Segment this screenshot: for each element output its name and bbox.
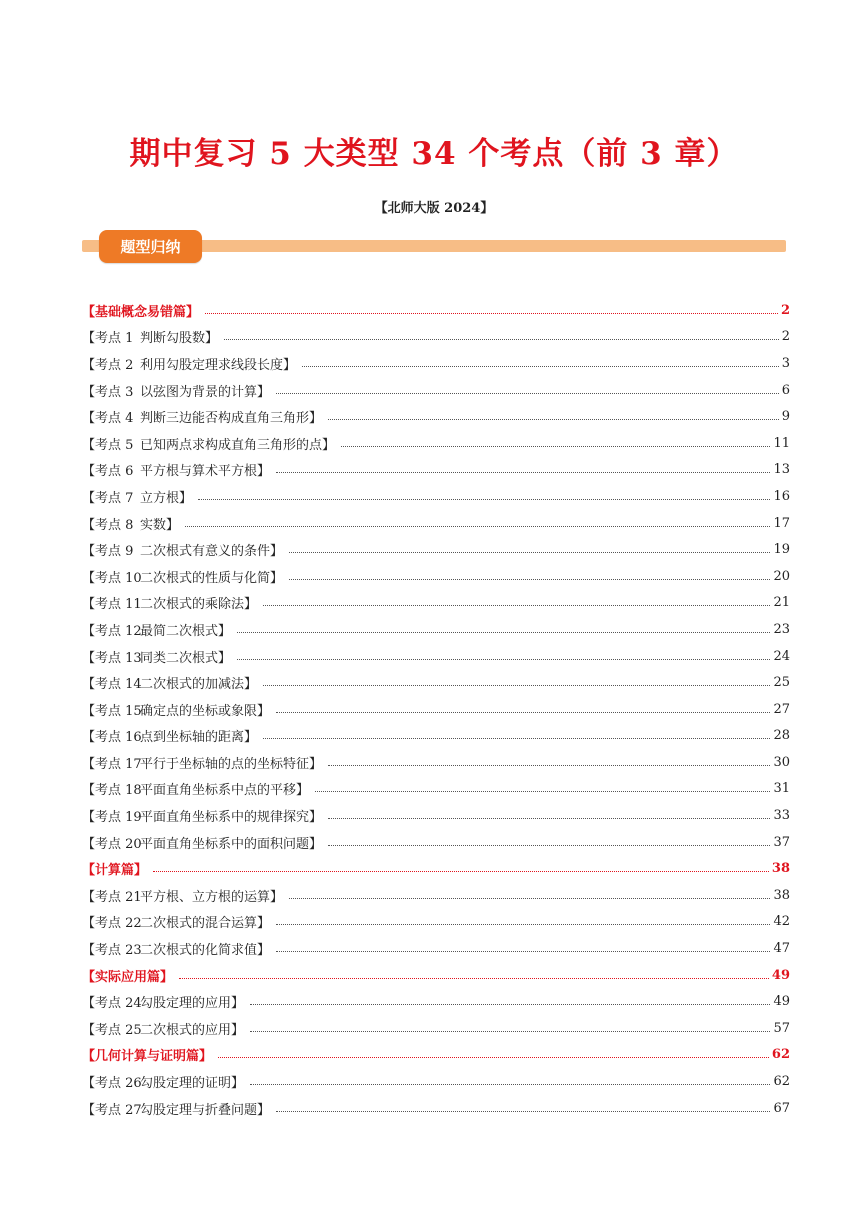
toc-entry-label [82, 1099, 270, 1118]
toc-group-heading[interactable] [82, 1042, 790, 1069]
toc-entry-number: 【考点 27 [82, 1102, 142, 1118]
toc-entry-label [82, 966, 173, 985]
toc-page-number: 62 [773, 1074, 790, 1090]
toc-page-number: 11 [773, 435, 790, 451]
dot-leader [289, 552, 770, 553]
toc-entry[interactable] [82, 776, 790, 803]
dot-leader [218, 1057, 769, 1058]
toc-page-number: 24 [773, 648, 790, 664]
toc-entry-label [82, 886, 283, 905]
toc-page-number: 31 [773, 781, 790, 797]
toc-page-number: 19 [773, 542, 790, 558]
toc-entry-number: 【考点 26 [82, 1076, 142, 1092]
dot-leader [328, 419, 779, 420]
toc-entry-number: 【考点 17 [82, 756, 142, 772]
dot-leader [289, 579, 770, 580]
toc-entry-text: 二次根式的应用】 [140, 1022, 245, 1038]
toc-entry-number: 【考点 18 [82, 783, 142, 799]
toc-entry-number: 【考点 23 [82, 943, 142, 959]
toc-entry[interactable] [82, 1095, 790, 1122]
toc-entry-number: 【考点 12 [82, 623, 142, 639]
dot-leader [276, 712, 770, 713]
toc-entry[interactable] [82, 802, 790, 829]
toc-entry-label [82, 540, 283, 559]
toc-entry[interactable] [82, 829, 790, 856]
toc-page-number: 49 [771, 967, 790, 983]
toc-entry-text: 平方根与算术平方根】 [140, 464, 271, 480]
toc-page-number: 27 [773, 701, 790, 717]
toc-entry[interactable] [82, 430, 790, 457]
toc-page-number: 37 [773, 834, 790, 850]
toc-entry-number: 【考点 11 [82, 597, 142, 613]
toc-entry[interactable] [82, 324, 790, 351]
dot-leader [276, 924, 770, 925]
toc-page-number: 47 [773, 941, 790, 957]
document-title: 期中复习 5 大类型 34 个考点（前 3 章） [129, 136, 739, 172]
toc-entry-text: 平行于坐标轴的点的坐标特征】 [140, 756, 323, 772]
toc-entry-label [82, 726, 257, 745]
toc-entry-text: 平面直角坐标系中的规律探究】 [140, 810, 323, 826]
toc-entry-label [82, 1072, 244, 1091]
dot-leader [341, 446, 770, 447]
toc-entry-label [82, 779, 309, 798]
toc-entry[interactable] [82, 483, 790, 510]
toc-group-heading[interactable] [82, 855, 790, 882]
toc-entry[interactable] [82, 1015, 790, 1042]
toc-entry-label [82, 859, 147, 878]
toc-entry-text: 勾股定理的应用】 [140, 996, 245, 1012]
toc-page-number: 13 [773, 462, 790, 478]
toc-entry-label [82, 327, 218, 346]
toc-entry-label [82, 593, 257, 612]
toc-entry[interactable] [82, 590, 790, 617]
toc-entry-number: 【考点 4 [82, 411, 134, 427]
section-label: 题型归纳 [99, 230, 202, 263]
toc-entry-number: 【考点 6 [82, 464, 134, 480]
toc-entry-label [82, 992, 244, 1011]
dot-leader [276, 1111, 770, 1112]
toc-entry-label [82, 700, 270, 719]
dot-leader [263, 738, 770, 739]
toc-entry-number: 【考点 5 [82, 437, 134, 453]
toc-entry-label [82, 487, 192, 506]
toc-entry-number: 【考点 25 [82, 1022, 142, 1038]
toc-entry-label [82, 647, 231, 666]
toc-entry-number: 【考点 2 [82, 357, 134, 373]
toc-entry-text: 二次根式的化简求值】 [140, 943, 271, 959]
toc-entry-number: 【考点 22 [82, 916, 142, 932]
toc-group-heading[interactable] [82, 297, 790, 324]
toc-entry-number: 【考点 14 [82, 677, 142, 693]
toc-entry-text: 已知两点求构成直角三角形的点】 [140, 437, 336, 453]
toc-entry-number: 【考点 24 [82, 996, 142, 1012]
toc-entry-number: 【考点 3 [82, 384, 134, 400]
toc-entry-number: 【考点 7 [82, 490, 134, 506]
toc-entry-label [82, 567, 283, 586]
toc-entry-label [82, 1045, 212, 1064]
dot-leader [205, 313, 778, 314]
toc-entry-text: 点到坐标轴的距离】 [140, 730, 258, 746]
dot-leader [276, 472, 770, 473]
toc-page-number: 38 [773, 887, 790, 903]
toc-entry-label [82, 460, 270, 479]
toc-entry-number: 【考点 20 [82, 836, 142, 852]
toc-entry[interactable] [82, 882, 790, 909]
dot-leader [328, 765, 770, 766]
toc-entry[interactable] [82, 669, 790, 696]
toc-entry-number: 【考点 21 [82, 889, 142, 905]
toc-entry-text: 勾股定理的证明】 [140, 1076, 245, 1092]
toc-entry[interactable] [82, 1068, 790, 1095]
toc-entry-number: 【考点 10 [82, 570, 142, 586]
toc-entry-text: 平面直角坐标系中点的平移】 [140, 783, 310, 799]
dot-leader [302, 366, 779, 367]
dot-leader [289, 898, 770, 899]
dot-leader [328, 818, 770, 819]
toc-entry-label [82, 833, 322, 852]
dot-leader [315, 791, 770, 792]
toc-entry[interactable] [82, 643, 790, 670]
toc-entry-text: 判断三边能否构成直角三角形】 [140, 411, 323, 427]
toc-page-number: 57 [773, 1020, 790, 1036]
toc-entry-label [82, 912, 270, 931]
dot-leader [153, 871, 769, 872]
toc-page-number: 20 [773, 568, 790, 584]
toc-entry-label [82, 620, 231, 639]
toc-entry-number: 【考点 1 [82, 331, 134, 347]
toc-page-number: 23 [773, 621, 790, 637]
toc-entry-label [82, 806, 322, 825]
toc-page-number: 62 [771, 1047, 790, 1063]
toc-entry-label [82, 381, 270, 400]
toc-page-number: 2 [781, 329, 790, 345]
toc-entry-text: 二次根式有意义的条件】 [140, 544, 284, 560]
toc-entry-label [82, 354, 296, 373]
dot-leader [250, 1031, 770, 1032]
toc-entry[interactable] [82, 723, 790, 750]
toc-entry-text: 实数】 [140, 517, 180, 533]
toc-entry-text: 【计算篇】 [82, 863, 148, 879]
toc-entry[interactable] [82, 563, 790, 590]
toc-page-number: 49 [773, 994, 790, 1010]
toc-entry-number: 【考点 15 [82, 703, 142, 719]
toc-page-number: 25 [773, 675, 790, 691]
toc-entry[interactable] [82, 350, 790, 377]
toc-page-number: 16 [773, 488, 790, 504]
dot-leader [250, 1004, 770, 1005]
toc-entry-number: 【考点 9 [82, 544, 134, 560]
dot-leader [250, 1084, 770, 1085]
toc-entry[interactable] [82, 510, 790, 537]
toc-group-heading[interactable] [82, 962, 790, 989]
toc-entry-text: 【基础概念易错篇】 [82, 304, 200, 320]
toc-entry-text: 确定点的坐标或象限】 [140, 703, 271, 719]
dot-leader [263, 685, 770, 686]
toc-entry-number: 【考点 16 [82, 730, 142, 746]
toc-page-number: 33 [773, 808, 790, 824]
toc-entry[interactable] [82, 749, 790, 776]
toc-entry-label [82, 673, 257, 692]
toc-entry-label [82, 434, 335, 453]
toc-entry-text: 勾股定理与折叠问题】 [140, 1102, 271, 1118]
toc-entry[interactable] [82, 935, 790, 962]
toc-entry-label [82, 514, 179, 533]
toc-entry-number: 【考点 19 [82, 810, 142, 826]
toc-entry-label [82, 407, 322, 426]
dot-leader [185, 526, 770, 527]
dot-leader [328, 845, 770, 846]
toc-entry[interactable] [82, 909, 790, 936]
toc-entry[interactable] [82, 403, 790, 430]
toc-entry-text: 平面直角坐标系中的面积问题】 [140, 836, 323, 852]
dot-leader [224, 339, 779, 340]
toc-page-number: 67 [773, 1100, 790, 1116]
toc-entry-text: 【几何计算与证明篇】 [82, 1049, 213, 1065]
toc-entry-number: 【考点 8 [82, 517, 134, 533]
toc-page-number: 3 [781, 355, 790, 371]
toc-entry[interactable] [82, 377, 790, 404]
toc-page-number: 6 [781, 382, 790, 398]
toc-page-number: 9 [781, 409, 790, 425]
toc-entry-text: 利用勾股定理求线段长度】 [140, 357, 297, 373]
toc-entry-label [82, 301, 199, 320]
dot-leader [237, 659, 770, 660]
toc-entry[interactable] [82, 616, 790, 643]
dot-leader [179, 978, 769, 979]
toc-entry[interactable] [82, 536, 790, 563]
toc-entry-text: 平方根、立方根的运算】 [140, 889, 284, 905]
toc-entry-text: 同类二次根式】 [140, 650, 232, 666]
toc-entry-text: 二次根式的混合运算】 [140, 916, 271, 932]
dot-leader [276, 393, 779, 394]
toc-entry[interactable] [82, 457, 790, 484]
toc-entry-label [82, 753, 322, 772]
toc-entry[interactable] [82, 988, 790, 1015]
dot-leader [237, 632, 770, 633]
toc-page-number: 21 [773, 595, 790, 611]
edition-subtitle: 【北师大版 2024】 [374, 201, 494, 216]
toc-entry-label [82, 939, 270, 958]
toc-entry-text: 最简二次根式】 [140, 623, 232, 639]
toc-page-number: 28 [773, 728, 790, 744]
toc-entry-text: 二次根式的乘除法】 [140, 597, 258, 613]
toc-page-number: 42 [773, 914, 790, 930]
toc-page-number: 30 [773, 754, 790, 770]
toc-entry-text: 二次根式的加减法】 [140, 677, 258, 693]
toc-entry-text: 【实际应用篇】 [82, 969, 174, 985]
dot-leader [263, 605, 770, 606]
toc-entry-number: 【考点 13 [82, 650, 142, 666]
dot-leader [276, 951, 770, 952]
toc-entry-text: 以弦图为背景的计算】 [140, 384, 271, 400]
toc-entry-label [82, 1019, 244, 1038]
table-of-contents [82, 297, 790, 1121]
toc-page-number: 17 [773, 515, 790, 531]
toc-page-number: 38 [771, 861, 790, 877]
toc-entry-text: 二次根式的性质与化简】 [140, 570, 284, 586]
toc-entry-text: 立方根】 [140, 490, 193, 506]
toc-entry-text: 判断勾股数】 [140, 331, 219, 347]
dot-leader [198, 499, 770, 500]
toc-entry[interactable] [82, 696, 790, 723]
toc-page-number: 2 [780, 302, 790, 318]
